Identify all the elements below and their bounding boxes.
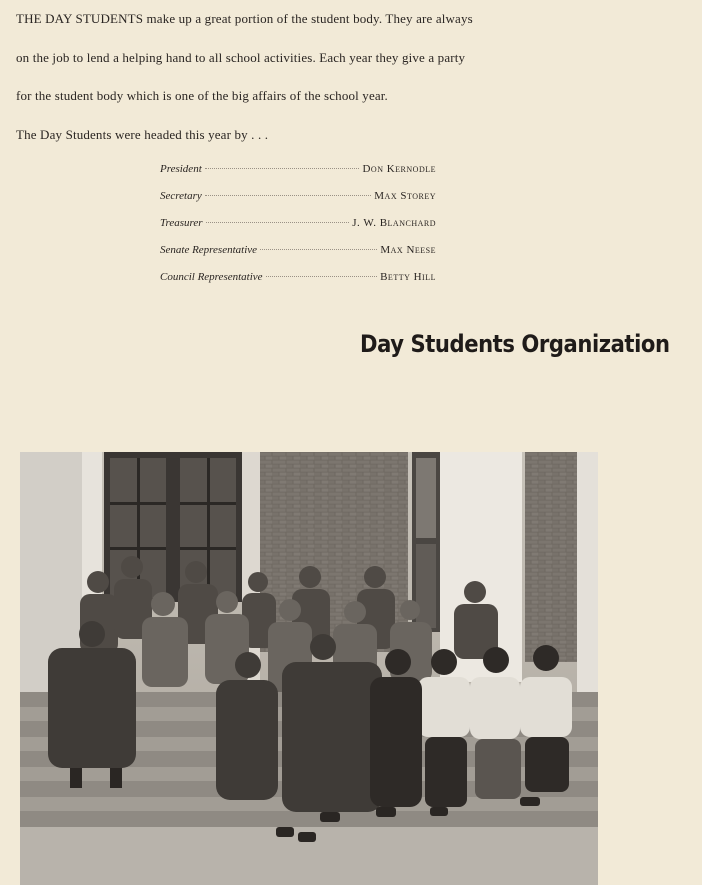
- officer-row-president: [160, 163, 436, 190]
- dot-leader: [205, 195, 372, 196]
- dot-leader: [205, 168, 360, 169]
- group-photo-illustration: [20, 452, 598, 885]
- officer-name: Max Neese: [380, 244, 436, 256]
- officer-name: Don Kernodle: [362, 163, 436, 175]
- officers-list: [160, 163, 436, 298]
- officer-row-council-representative: [160, 271, 436, 298]
- officer-name: J. W. Blanchard: [352, 217, 436, 229]
- officer-role: Council Representative: [160, 271, 263, 283]
- officer-row-senate-representative: [160, 244, 436, 271]
- intro-line-1: THE DAY STUDENTS make up a great portion of the student body. They are always: [16, 11, 473, 26]
- page-title: Day Students Organization: [360, 330, 670, 358]
- group-photo: [20, 452, 598, 885]
- officer-role: Senate Representative: [160, 244, 258, 256]
- dot-leader: [266, 276, 378, 277]
- intro-line-4: The Day Students were headed this year by . . .: [16, 126, 269, 142]
- officer-role: Treasurer: [160, 217, 203, 229]
- intro-line-3: for the student body which is one of the big affairs of the school year.: [16, 88, 388, 103]
- officer-row-secretary: [160, 190, 436, 217]
- intro-paragraph: [16, 0, 696, 154]
- officer-role: Secretary: [160, 190, 202, 202]
- officer-name: Betty Hill: [380, 271, 436, 283]
- intro-line-2: on the job to lend a helping hand to all school activities. Each year they give a party: [16, 49, 466, 65]
- dot-leader: [260, 249, 377, 250]
- dot-leader: [206, 222, 350, 223]
- officer-row-treasurer: [160, 217, 436, 244]
- officer-name: Max Storey: [374, 190, 436, 202]
- officer-role: President: [160, 163, 202, 175]
